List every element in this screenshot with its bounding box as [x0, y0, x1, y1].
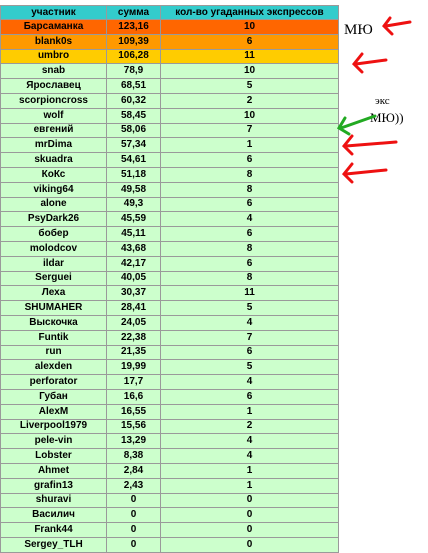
participant-name: umbro: [1, 49, 107, 64]
table-row: [1, 419, 339, 434]
participant-name: Funtik: [1, 330, 107, 345]
table-row: [1, 345, 339, 360]
participant-name: perforator: [1, 375, 107, 390]
table-row: [1, 508, 339, 523]
header-count: кол-во угаданных экспрессов: [161, 6, 339, 20]
express-count: 4: [161, 434, 339, 449]
table-row: [1, 375, 339, 390]
express-count: 11: [161, 49, 339, 64]
sum-value: 45,11: [107, 227, 161, 242]
express-count: 11: [161, 286, 339, 301]
participant-name: Ярославец: [1, 79, 107, 94]
participant-name: viking64: [1, 182, 107, 197]
table-row: [1, 93, 339, 108]
table-row: [1, 404, 339, 419]
annotation-miu2: МЮ)): [370, 110, 404, 125]
table-row: [1, 167, 339, 182]
table-row: [1, 256, 339, 271]
table-row: [1, 153, 339, 168]
table-row: [1, 212, 339, 227]
sum-value: 78,9: [107, 64, 161, 79]
participant-name: Леха: [1, 286, 107, 301]
express-count: 8: [161, 271, 339, 286]
table-row: [1, 478, 339, 493]
participant-name: molodcov: [1, 241, 107, 256]
participant-name: shuravi: [1, 493, 107, 508]
participant-name: бобер: [1, 227, 107, 242]
sum-value: 0: [107, 508, 161, 523]
express-count: 1: [161, 478, 339, 493]
header-sum: сумма: [107, 6, 161, 20]
table-row: [1, 138, 339, 153]
express-count: 0: [161, 537, 339, 552]
sum-value: 123,16: [107, 20, 161, 35]
sum-value: 19,99: [107, 360, 161, 375]
sum-value: 13,29: [107, 434, 161, 449]
express-count: 6: [161, 153, 339, 168]
sum-value: 42,17: [107, 256, 161, 271]
sum-value: 109,39: [107, 34, 161, 49]
header-participant: участник: [1, 6, 107, 20]
participant-name: Liverpool1979: [1, 419, 107, 434]
participant-name: SHUMAHER: [1, 301, 107, 316]
sum-value: 16,6: [107, 389, 161, 404]
sum-value: 16,55: [107, 404, 161, 419]
express-count: 1: [161, 463, 339, 478]
express-count: 10: [161, 20, 339, 35]
express-count: 8: [161, 182, 339, 197]
express-count: 2: [161, 419, 339, 434]
express-count: 4: [161, 449, 339, 464]
sum-value: 43,68: [107, 241, 161, 256]
table-row: [1, 227, 339, 242]
express-count: 8: [161, 241, 339, 256]
participant-name: wolf: [1, 108, 107, 123]
express-count: 5: [161, 79, 339, 94]
sum-value: 15,56: [107, 419, 161, 434]
sum-value: 8,38: [107, 449, 161, 464]
sum-value: 49,3: [107, 197, 161, 212]
table-row: [1, 389, 339, 404]
participant-name: PsyDark26: [1, 212, 107, 227]
express-count: 6: [161, 197, 339, 212]
participant-name: skuadra: [1, 153, 107, 168]
table-row: [1, 271, 339, 286]
sum-value: 68,51: [107, 79, 161, 94]
table-row: [1, 197, 339, 212]
table-row: [1, 286, 339, 301]
express-count: 7: [161, 123, 339, 138]
participant-name: ildar: [1, 256, 107, 271]
express-count: 0: [161, 493, 339, 508]
table-row: [1, 315, 339, 330]
header-row: [1, 6, 339, 20]
express-count: 4: [161, 212, 339, 227]
red-arrow-icon: [340, 130, 400, 158]
sum-value: 24,05: [107, 315, 161, 330]
express-count: 5: [161, 360, 339, 375]
express-count: 6: [161, 227, 339, 242]
red-arrow-icon: [380, 10, 414, 38]
express-count: 4: [161, 315, 339, 330]
sum-value: 58,06: [107, 123, 161, 138]
sum-value: 30,37: [107, 286, 161, 301]
sum-value: 0: [107, 537, 161, 552]
express-count: 1: [161, 404, 339, 419]
table-row: [1, 182, 339, 197]
table-row: [1, 49, 339, 64]
participant-name: scorpioncross: [1, 93, 107, 108]
table-row: [1, 241, 339, 256]
sum-value: 21,35: [107, 345, 161, 360]
annotation-miu: МЮ: [344, 22, 373, 38]
table-row: [1, 434, 339, 449]
participant-name: Губан: [1, 389, 107, 404]
table-body: [1, 20, 339, 553]
sum-value: 2,84: [107, 463, 161, 478]
sum-value: 106,28: [107, 49, 161, 64]
express-count: 10: [161, 64, 339, 79]
table-row: [1, 108, 339, 123]
sum-value: 0: [107, 523, 161, 538]
express-count: 6: [161, 256, 339, 271]
red-arrow-icon: [350, 48, 390, 76]
sum-value: 51,18: [107, 167, 161, 182]
table-row: [1, 537, 339, 552]
table-row: [1, 449, 339, 464]
participant-name: Sergey_TLH: [1, 537, 107, 552]
express-count: 6: [161, 345, 339, 360]
table-row: [1, 79, 339, 94]
table-row: [1, 64, 339, 79]
table-row: [1, 301, 339, 316]
participant-name: Барсаманка: [1, 20, 107, 35]
sum-value: 58,45: [107, 108, 161, 123]
table-row: [1, 463, 339, 478]
express-count: 10: [161, 108, 339, 123]
participant-name: Frank44: [1, 523, 107, 538]
sum-value: 2,43: [107, 478, 161, 493]
participant-name: Выскочка: [1, 315, 107, 330]
express-count: 0: [161, 523, 339, 538]
sum-value: 54,61: [107, 153, 161, 168]
participant-name: grafin13: [1, 478, 107, 493]
sum-value: 49,58: [107, 182, 161, 197]
table-row: [1, 523, 339, 538]
red-arrow-icon: [340, 158, 390, 186]
participant-name: alone: [1, 197, 107, 212]
sum-value: 57,34: [107, 138, 161, 153]
participant-name: евгений: [1, 123, 107, 138]
participant-name: AlexM: [1, 404, 107, 419]
annotation-eks: экс: [375, 95, 390, 107]
express-count: 6: [161, 34, 339, 49]
table-row: [1, 493, 339, 508]
participant-name: Serguei: [1, 271, 107, 286]
ranking-table: [0, 5, 339, 553]
sum-value: 22,38: [107, 330, 161, 345]
sum-value: 17,7: [107, 375, 161, 390]
express-count: 6: [161, 389, 339, 404]
table-row: [1, 360, 339, 375]
table-row: [1, 123, 339, 138]
participant-name: mrDima: [1, 138, 107, 153]
sum-value: 60,32: [107, 93, 161, 108]
sum-value: 40,05: [107, 271, 161, 286]
sum-value: 0: [107, 493, 161, 508]
table-row: [1, 20, 339, 35]
participant-name: Ahmet: [1, 463, 107, 478]
participant-name: blank0s: [1, 34, 107, 49]
table-row: [1, 330, 339, 345]
participant-name: run: [1, 345, 107, 360]
express-count: 4: [161, 375, 339, 390]
express-count: 5: [161, 301, 339, 316]
sum-value: 45,59: [107, 212, 161, 227]
express-count: 7: [161, 330, 339, 345]
express-count: 1: [161, 138, 339, 153]
participant-name: Lobster: [1, 449, 107, 464]
participant-name: snab: [1, 64, 107, 79]
participant-name: pele-vin: [1, 434, 107, 449]
participant-name: КоКс: [1, 167, 107, 182]
participant-name: Василич: [1, 508, 107, 523]
sum-value: 28,41: [107, 301, 161, 316]
express-count: 2: [161, 93, 339, 108]
express-count: 8: [161, 167, 339, 182]
participant-name: alexden: [1, 360, 107, 375]
express-count: 0: [161, 508, 339, 523]
table-row: [1, 34, 339, 49]
